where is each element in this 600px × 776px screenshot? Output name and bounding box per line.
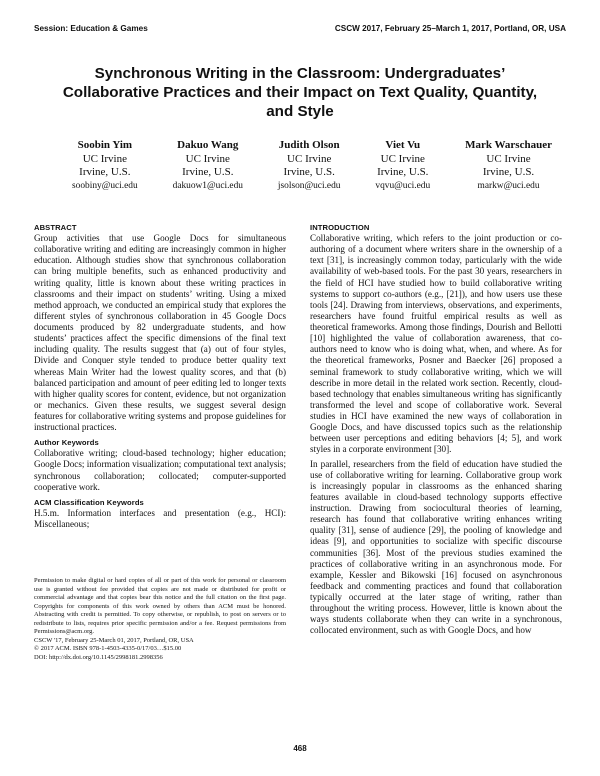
author-affiliation: UC Irvine: [185, 152, 230, 165]
author-block: [375, 139, 430, 193]
permission-conference: CSCW '17, February 25-March 01, 2017, Portland, OR, USA: [34, 636, 194, 644]
author-block: [465, 139, 552, 193]
author-email: vqvu@uci.edu: [375, 180, 431, 191]
author-location: Irvine, U.S.: [283, 166, 335, 178]
introduction-paragraph: Collaborative writing, which refers to the joint production or co-authoring of a document where writers share in the ownership of a text [31], is increasingly common today, particularly with the wide availability of web-based tools. For the past 30 years, researchers in the field of HCI have studied how to build collaborative writing systems to support co-authors (e.g., [21]), and how users use these tools [24]. Drawing from interviews, observations, and experiments, researchers have found fruitful empirical results as well as theoretical frameworks. Among those findings, Dourish and Bellotti [10] highlighted the value of collaboration awareness, that co-authors need to know who is doing what, when, and where. As for the theoretical frameworks, Posner and Baecker [26] proposed a seminal framework to study collaborative writing, which we will describe in more detail in the related work section. Recently, cloud-based technology that enables simultaneous writing has significantly transformed the level and scope of collaborative work. Several studies in HCI have examined the new ways of collaboration in Google Docs, and have discussed topics such as the relationship between user perceptions and editing behaviors [4; 5], and work styles in a corporate environment [30].: [310, 233, 562, 455]
author-keywords-text: Collaborative writing; cloud-based technology; higher education; Google Docs; information visualization; computational text analysis; synchronous collaboration; collocated; computer-supported cooperative work.: [34, 448, 286, 492]
introduction-heading: INTRODUCTION: [310, 223, 370, 232]
author-location: Irvine, U.S.: [182, 166, 234, 178]
author-name: Viet Vu: [385, 139, 421, 151]
permission-text: Permission to make digital or hard copies of all or part of this work for personal or classroom use is granted without fee provided that copies are not made or distributed for profit or commercial advantage and that copies bear this notice and the full citation on the first page. Copyrights for components of this work owned by others than ACM must be honored. Abstracting with credit is permitted. To copy otherwise, or republish, to post on servers or to redistribute to lists, requires prior specific permission and/or a fee. Request permissions from Permissions@acm.org.: [34, 577, 286, 635]
author-block: [278, 139, 341, 193]
permission-copyright: © 2017 ACM. ISBN 978-1-4503-4335-0/17/03…$15.00: [34, 645, 182, 652]
author-email: markw@uci.edu: [477, 180, 540, 191]
conference-label: CSCW 2017, February 25–March 1, 2017, Portland, OR, USA: [334, 24, 566, 33]
author-block: [173, 139, 243, 193]
author-location: Irvine, U.S.: [377, 166, 429, 178]
right-column: [310, 222, 562, 637]
permission-doi: DOI: http://dx.doi.org/10.1145/2998181.2998356: [34, 653, 163, 661]
author-email: soobiny@uci.edu: [72, 180, 138, 191]
abstract-heading: ABSTRACT: [34, 223, 77, 232]
page-number: 468: [293, 744, 307, 753]
session-label: Session: Education & Games: [34, 24, 148, 33]
acm-classification-heading: ACM Classification Keywords: [34, 497, 144, 507]
author-location: Irvine, U.S.: [79, 166, 131, 178]
author-name: Soobin Yim: [77, 139, 133, 151]
permission-notice: [34, 577, 286, 662]
author-block: [72, 139, 138, 193]
author-list: [72, 139, 552, 193]
author-affiliation: UC Irvine: [380, 152, 425, 165]
left-column: [34, 222, 286, 530]
paper-title: Synchronous Writing in the Classroom: Undergraduates’ Collaborative Practices and their Impact on Text Quality, Quantity, and Style: [62, 65, 538, 120]
abstract-text: Group activities that use Google Docs for simultaneous collaborative writing and editing are increasingly common in higher education. Although studies show that synchronous collaboration can bring multiple benefits, such as enhanced productivity and writing quality, little is known about these writing practices in classrooms and their impact on students’ writing. Using a mixed method approach, we conducted an empirical study that explores the different styles of synchronous collaboration in 45 Google Docs documents produced by 82 undergraduate students, and how students’ practices affect the specific dimensions of the final text including quality. The results suggest that (a) out of four styles, Divide and Conquer style tended to produce better quality text whereas Main Writer had the lowest quality scores, and that (b) balanced participation and amount of peer editing led to longer texts with higher quality scores for content, evidence, but not organization or mechanics. Given these results, we suggest several design features for collaborative writing systems and propose guidelines for instructional practices.: [34, 233, 286, 433]
author-name: Mark Warschauer: [465, 139, 552, 151]
author-name: Judith Olson: [278, 139, 340, 151]
introduction-paragraph: In parallel, researchers from the field of education have studied the use of collaborative writing for learning. Collaborative group work is increasingly popular in classrooms as the enhanced sharing features available in cloud-based technology supports effective instruction. Drawing from sociocultural theories of learning, research has found that collaborative writing enhances writing quality [31], sense of audience [29], the pooling of knowledge and ideas [9], and opportunities to socialize with specific discourse communities [36]. Most of the previous studies examined the practices of collaborative writing in an asynchronous mode. For example, Kessler and Bikowski [16] focused on asynchronous feedback and commenting practices and found that collaboration typically occurred at the later stage of writing, rather than throughout the writing process. However, little is known about the ways students collaborate when they can write in a synchronous, collocated environment, such as with Google Docs, and how: [310, 458, 562, 636]
author-name: Dakuo Wang: [177, 139, 239, 151]
acm-classification-text: H.5.m. Information interfaces and presentation (e.g., HCI): Miscellaneous;: [34, 507, 286, 529]
author-affiliation: UC Irvine: [82, 152, 127, 165]
running-head: [34, 24, 566, 33]
author-affiliation: UC Irvine: [287, 152, 332, 165]
author-email: dakuow1@uci.edu: [172, 180, 243, 191]
author-location: Irvine, U.S.: [482, 166, 535, 178]
author-email: jsolson@uci.edu: [277, 180, 341, 191]
author-keywords-heading: Author Keywords: [34, 438, 99, 448]
author-affiliation: UC Irvine: [486, 152, 531, 165]
